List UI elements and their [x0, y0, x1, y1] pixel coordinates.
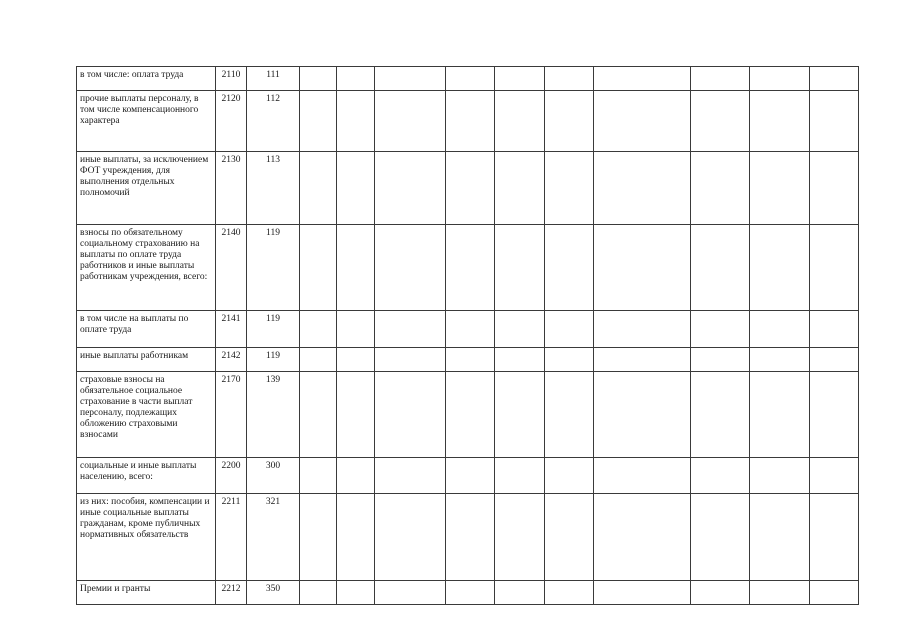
value-cell [691, 458, 750, 494]
value-cell [375, 458, 446, 494]
kbk-code: 139 [247, 372, 300, 458]
line-code: 2110 [216, 67, 247, 91]
value-cell [337, 91, 375, 152]
value-cell [446, 225, 495, 311]
value-cell [545, 67, 594, 91]
value-cell [495, 494, 545, 581]
value-cell [495, 458, 545, 494]
row-name: взносы по обязательному социальному страхованию на выплаты по оплате труда работников и иные выплаты работникам учреждения, всего: [77, 225, 216, 311]
value-cell [300, 494, 337, 581]
value-cell [594, 458, 691, 494]
line-code: 2200 [216, 458, 247, 494]
value-cell [300, 91, 337, 152]
value-cell [810, 494, 859, 581]
table-row [77, 458, 859, 494]
row-name: иные выплаты работникам [77, 348, 216, 372]
table-row [77, 348, 859, 372]
table-body [77, 67, 859, 605]
value-cell [750, 91, 810, 152]
value-cell [300, 225, 337, 311]
value-cell [446, 311, 495, 348]
value-cell [594, 311, 691, 348]
row-name: из них: пособия, компенсации и иные социальные выплаты гражданам, кроме публичных нормативных обязательств [77, 494, 216, 581]
value-cell [691, 581, 750, 605]
line-code: 2120 [216, 91, 247, 152]
row-name: иные выплаты, за исключением ФОТ учреждения, для выполнения отдельных полномочий [77, 152, 216, 225]
line-code: 2211 [216, 494, 247, 581]
value-cell [594, 494, 691, 581]
value-cell [495, 152, 545, 225]
value-cell [594, 152, 691, 225]
row-name: страховые взносы на обязательное социальное страхование в части выплат персоналу, подлежащих обложению страховыми взносами [77, 372, 216, 458]
value-cell [337, 494, 375, 581]
value-cell [375, 67, 446, 91]
table-row [77, 152, 859, 225]
value-cell [446, 372, 495, 458]
table-row [77, 67, 859, 91]
value-cell [545, 225, 594, 311]
value-cell [300, 581, 337, 605]
value-cell [495, 225, 545, 311]
value-cell [545, 494, 594, 581]
line-code: 2130 [216, 152, 247, 225]
line-code: 2212 [216, 581, 247, 605]
value-cell [810, 348, 859, 372]
value-cell [375, 311, 446, 348]
value-cell [691, 67, 750, 91]
line-code: 2140 [216, 225, 247, 311]
row-name: прочие выплаты персоналу, в том числе компенсационного характера [77, 91, 216, 152]
value-cell [300, 458, 337, 494]
value-cell [446, 91, 495, 152]
value-cell [594, 348, 691, 372]
value-cell [750, 581, 810, 605]
value-cell [337, 311, 375, 348]
value-cell [375, 581, 446, 605]
table-row [77, 494, 859, 581]
value-cell [810, 91, 859, 152]
value-cell [545, 372, 594, 458]
value-cell [375, 494, 446, 581]
value-cell [750, 152, 810, 225]
value-cell [750, 372, 810, 458]
value-cell [810, 311, 859, 348]
value-cell [337, 67, 375, 91]
value-cell [691, 91, 750, 152]
value-cell [810, 372, 859, 458]
line-code: 2142 [216, 348, 247, 372]
value-cell [446, 152, 495, 225]
kbk-code: 321 [247, 494, 300, 581]
table-row [77, 372, 859, 458]
value-cell [446, 581, 495, 605]
value-cell [810, 152, 859, 225]
value-cell [446, 348, 495, 372]
value-cell [337, 458, 375, 494]
value-cell [337, 581, 375, 605]
value-cell [375, 348, 446, 372]
value-cell [810, 225, 859, 311]
row-name: в том числе на выплаты по оплате труда [77, 311, 216, 348]
value-cell [375, 91, 446, 152]
value-cell [375, 225, 446, 311]
value-cell [810, 581, 859, 605]
value-cell [750, 311, 810, 348]
row-name: в том числе: оплата труда [77, 67, 216, 91]
kbk-code: 112 [247, 91, 300, 152]
row-name: Премии и гранты [77, 581, 216, 605]
line-code: 2170 [216, 372, 247, 458]
value-cell [300, 348, 337, 372]
value-cell [750, 348, 810, 372]
kbk-code: 119 [247, 311, 300, 348]
value-cell [545, 91, 594, 152]
value-cell [691, 494, 750, 581]
value-cell [691, 225, 750, 311]
table-row [77, 225, 859, 311]
value-cell [495, 91, 545, 152]
value-cell [495, 311, 545, 348]
value-cell [750, 225, 810, 311]
table-row [77, 581, 859, 605]
value-cell [545, 348, 594, 372]
kbk-code: 300 [247, 458, 300, 494]
value-cell [300, 67, 337, 91]
value-cell [446, 494, 495, 581]
kbk-code: 119 [247, 225, 300, 311]
value-cell [495, 348, 545, 372]
value-cell [750, 458, 810, 494]
kbk-code: 350 [247, 581, 300, 605]
value-cell [375, 372, 446, 458]
value-cell [545, 152, 594, 225]
kbk-code: 111 [247, 67, 300, 91]
value-cell [300, 372, 337, 458]
value-cell [691, 311, 750, 348]
value-cell [594, 67, 691, 91]
value-cell [337, 152, 375, 225]
value-cell [691, 372, 750, 458]
value-cell [545, 311, 594, 348]
budget-table [76, 66, 859, 605]
row-name: социальные и иные выплаты населению, всего: [77, 458, 216, 494]
value-cell [545, 458, 594, 494]
value-cell [750, 67, 810, 91]
table-row [77, 91, 859, 152]
value-cell [594, 372, 691, 458]
value-cell [691, 152, 750, 225]
value-cell [495, 372, 545, 458]
value-cell [300, 311, 337, 348]
value-cell [594, 581, 691, 605]
kbk-code: 119 [247, 348, 300, 372]
value-cell [446, 67, 495, 91]
value-cell [446, 458, 495, 494]
value-cell [594, 225, 691, 311]
value-cell [495, 67, 545, 91]
table-row [77, 311, 859, 348]
value-cell [375, 152, 446, 225]
value-cell [337, 348, 375, 372]
value-cell [691, 348, 750, 372]
value-cell [300, 152, 337, 225]
value-cell [337, 372, 375, 458]
value-cell [594, 91, 691, 152]
value-cell [810, 458, 859, 494]
kbk-code: 113 [247, 152, 300, 225]
value-cell [750, 494, 810, 581]
value-cell [337, 225, 375, 311]
line-code: 2141 [216, 311, 247, 348]
value-cell [810, 67, 859, 91]
value-cell [495, 581, 545, 605]
value-cell [545, 581, 594, 605]
